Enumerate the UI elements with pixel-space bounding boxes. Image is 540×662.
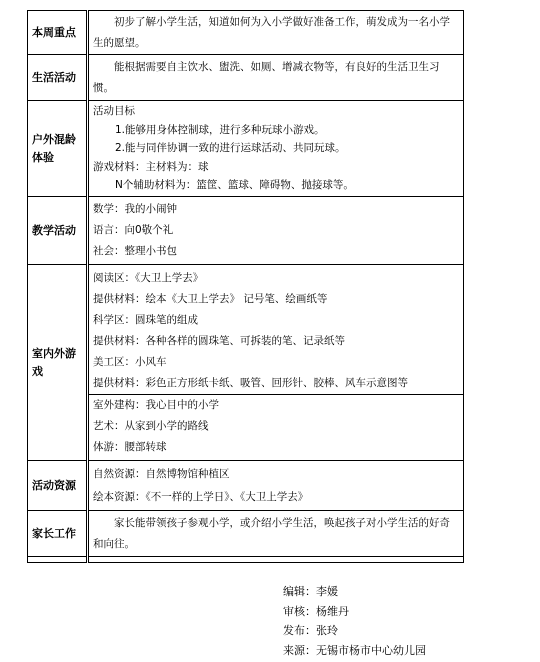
goal-title: 活动目标 [93,105,135,118]
resource-item: 自然资源：自然博物馆种植区 [93,467,230,480]
row-label: 教学活动 [28,197,88,265]
editor-credit: 编辑：李媛 [283,585,338,598]
row-empty [28,557,464,563]
row-teaching-activity [28,197,464,265]
empty-cell [88,557,464,563]
weekly-plan-table [27,10,464,563]
indoor-games [89,268,463,394]
life-text: 能根据需要自主饮水、盥洗、如厕、增减衣物等，有良好的生活卫生习惯。 [93,60,440,94]
goal-item: 1.能够用身体控制球，进行多种玩球小游戏。 [115,123,325,136]
game-line: 阅读区：《大卫上学去》 [93,271,204,284]
row-activity-resources [28,461,464,511]
credits [283,582,426,660]
resource-item: 绘本资源：《不一样的上学日》、《大卫上学去》 [93,490,309,503]
publisher-credit: 发布：张玲 [283,624,338,637]
game-line: 提供材料：绘本《大卫上学去》 记号笔、绘画纸等 [93,292,328,305]
goal-item: 2.能与同伴协调一致的进行运球活动、共同玩球。 [115,142,346,155]
row-label: 活动资源 [28,461,88,511]
game-line: 科学区：圆珠笔的组成 [93,313,198,326]
empty-cell [28,557,88,563]
row-label: 生活活动 [28,55,88,101]
row-label: 家长工作 [28,511,88,557]
row-label: 室内外游戏 [28,265,88,461]
outdoor-games [89,394,463,458]
teaching-item: 社会：整理小书包 [93,245,177,257]
game-line: 提供材料：各种各样的圆珠笔、可拆装的笔、记录纸等 [93,334,345,347]
game-line: 室外建构：我心目中的小学 [93,398,219,411]
material-aux: N个辅助材料为：篮筐、篮球、障碍物、抛接球等。 [115,179,354,192]
family-text: 家长能带领孩子参观小学，或介绍小学生活，唤起孩子对小学生活的好奇和向往。 [93,516,450,550]
game-line: 美工区：小风车 [93,355,167,368]
row-games [28,265,464,461]
source-credit: 来源：无锡市杨市中心幼儿园 [283,643,426,657]
game-line: 提供材料：彩色正方形纸卡纸、吸管、回形针、胶棒、风车示意图等 [93,376,408,389]
row-parent-work [28,511,464,557]
row-label: 本周重点 [28,11,88,55]
material-main: 游戏材料：主材料为：球 [93,160,209,173]
row-life-activity [28,55,464,101]
focus-text: 初步了解小学生活，知道如何为入小学做好准备工作，萌发成为一名小学生的愿望。 [93,15,450,49]
reviewer-credit: 审核：杨维丹 [283,604,349,618]
teaching-item: 数学：我的小闹钟 [93,203,177,215]
row-weekly-focus [28,11,464,55]
game-line: 体游：腰部转球 [93,440,167,453]
game-line: 艺术：从家到小学的路线 [93,419,209,432]
row-label: 户外混龄体验 [28,101,88,197]
weekly-plan-sheet [27,10,463,563]
teaching-item: 语言：向0敬个礼 [93,224,174,236]
row-outdoor-mixed-age [28,101,464,197]
